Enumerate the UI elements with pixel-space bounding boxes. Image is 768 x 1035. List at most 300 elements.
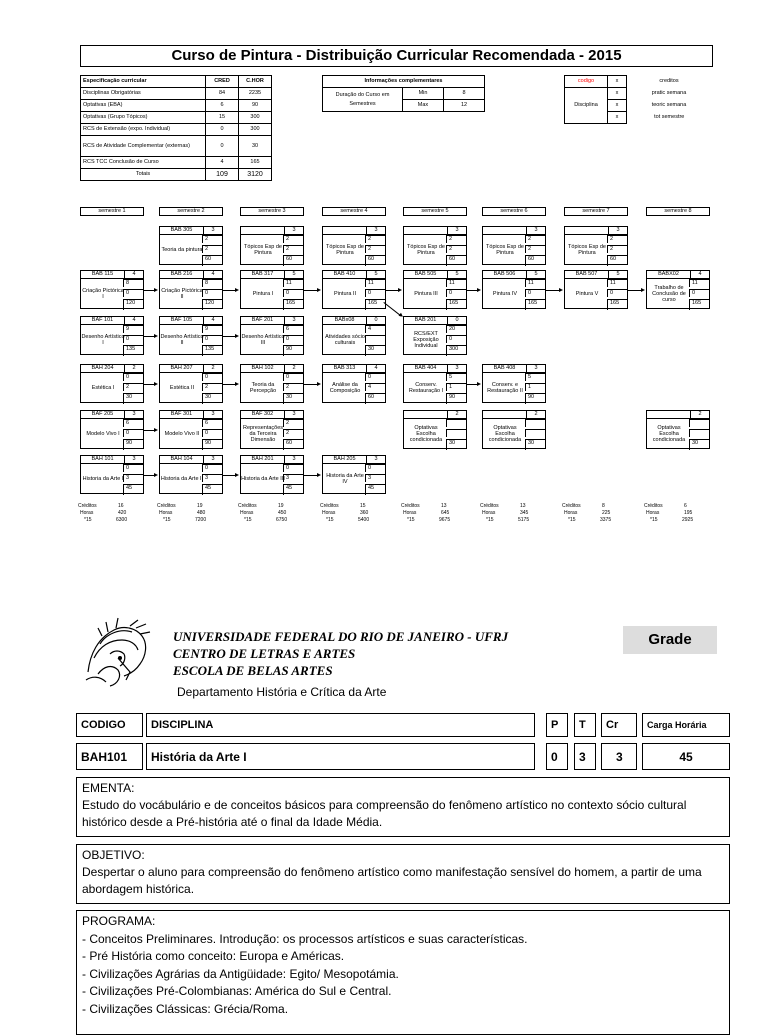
course-name: Estética II bbox=[169, 384, 195, 391]
course-pratic: 2 bbox=[365, 235, 385, 243]
course-hours: 60 bbox=[365, 255, 385, 266]
course-name: Tópicos Esp de Pintura bbox=[326, 243, 364, 256]
course-teoric: 0 bbox=[365, 289, 385, 297]
semester-totals bbox=[401, 503, 471, 527]
course-name: Análise da Composição bbox=[329, 381, 361, 394]
semester-header: semestre 2 bbox=[159, 207, 223, 216]
course-teoric: 0 bbox=[123, 335, 143, 343]
course-name: Modelo Vivo I bbox=[86, 430, 120, 437]
totals-label: Horas bbox=[482, 510, 496, 516]
course-box[interactable] bbox=[403, 364, 467, 403]
course-credits: 4 bbox=[365, 365, 385, 373]
course-credits: 2 bbox=[446, 411, 466, 419]
course-teoric bbox=[689, 429, 709, 437]
course-teoric: 0 bbox=[123, 429, 143, 437]
course-box[interactable] bbox=[646, 270, 710, 309]
course-code: BAB 506 bbox=[483, 271, 527, 279]
ementa-section bbox=[76, 777, 730, 837]
totals-x15: 9675 bbox=[439, 517, 451, 523]
course-name: Pintura I bbox=[252, 290, 274, 297]
course-teoric bbox=[525, 429, 545, 437]
course-code bbox=[565, 227, 609, 235]
course-credits: 4 bbox=[689, 271, 709, 279]
semester-totals bbox=[320, 503, 390, 527]
course-hours: 60 bbox=[525, 255, 545, 266]
course-name: Pintura III bbox=[414, 290, 438, 297]
totals-label: Horas bbox=[646, 510, 660, 516]
institution-block bbox=[173, 628, 508, 679]
legend-x: x bbox=[608, 100, 627, 112]
course-box[interactable] bbox=[159, 364, 223, 403]
course-teoric: 1 bbox=[446, 383, 466, 391]
course-name: Pintura V bbox=[575, 290, 599, 297]
col-codigo: CODIGO bbox=[76, 713, 143, 737]
course-code: BABx08 bbox=[323, 317, 367, 325]
course-pratic: 11 bbox=[525, 279, 545, 287]
course-pratic: 4 bbox=[365, 325, 385, 333]
course-hours: 60 bbox=[607, 255, 627, 266]
course-box[interactable] bbox=[159, 316, 223, 355]
course-code: BAB 408 bbox=[483, 365, 527, 373]
course-pratic bbox=[689, 419, 709, 427]
course-hours: 30 bbox=[283, 393, 303, 404]
course-box[interactable] bbox=[646, 410, 710, 449]
course-pratic: 2 bbox=[283, 419, 303, 427]
course-teoric: 1 bbox=[525, 383, 545, 391]
course-credits: 3 bbox=[365, 456, 385, 464]
course-name: Historia da Arte III bbox=[241, 475, 285, 482]
course-teoric: 2 bbox=[446, 245, 466, 253]
spec-cell: 165 bbox=[239, 157, 272, 169]
programa-item: - Civilizações Clássicas: Grécia/Roma. bbox=[82, 1001, 289, 1016]
course-hours: 60 bbox=[283, 439, 303, 450]
course-t: 3 bbox=[574, 743, 596, 770]
course-pratic: 2 bbox=[446, 235, 466, 243]
col-carga: Carga Horária bbox=[642, 713, 730, 737]
prerequisite-arrow bbox=[386, 290, 400, 291]
course-pratic: 11 bbox=[689, 279, 709, 287]
course-code bbox=[404, 411, 448, 419]
totals-label: *15 bbox=[326, 517, 334, 523]
semester-header: semestre 4 bbox=[322, 207, 386, 216]
totals-label: Horas bbox=[240, 510, 254, 516]
course-name: Tópicos Esp de Pintura bbox=[486, 243, 524, 256]
course-code bbox=[647, 411, 691, 419]
spec-cell: 0 bbox=[206, 136, 239, 157]
course-code: BAB 404 bbox=[404, 365, 448, 373]
objetivo-text: Despertar o aluno para compreensão do fenômeno artístico como manifestação sensível do homem, a partir de uma abordagem histórica. bbox=[82, 865, 702, 896]
course-box[interactable] bbox=[482, 226, 546, 265]
course-credits: 3 bbox=[525, 365, 545, 373]
prerequisite-arrow bbox=[144, 290, 156, 291]
course-code bbox=[323, 227, 367, 235]
objetivo-section bbox=[76, 844, 730, 904]
course-credits: 3 bbox=[202, 227, 222, 235]
course-credits: 2 bbox=[202, 365, 222, 373]
totals-label: Créditos bbox=[480, 503, 499, 509]
totals-hours: 645 bbox=[441, 510, 450, 516]
spec-header: Especificação curricular bbox=[81, 76, 206, 88]
course-credits: 4 bbox=[123, 317, 143, 325]
programa-item: - Pré História como conceito: Europa e Américas. bbox=[82, 949, 345, 963]
course-teoric: 2 bbox=[283, 245, 303, 253]
totals-hours: 225 bbox=[602, 510, 611, 516]
document-title: Curso de Pintura - Distribuição Curricular Recomendada - 2015 bbox=[80, 45, 713, 67]
totals-label: *15 bbox=[568, 517, 576, 523]
course-name: Historia da Arte IV bbox=[326, 472, 364, 485]
info-min-value: 8 bbox=[444, 88, 485, 100]
course-box[interactable] bbox=[322, 270, 386, 309]
totals-hours: 345 bbox=[520, 510, 529, 516]
course-teoric: 0 bbox=[283, 289, 303, 297]
spec-cell: 84 bbox=[206, 88, 239, 100]
course-box[interactable] bbox=[80, 316, 144, 355]
totals-credits: 13 bbox=[441, 503, 447, 509]
course-name: Tópicos Esp de Pintura bbox=[568, 243, 606, 256]
course-hours: 165 bbox=[525, 299, 545, 310]
legend-code: codigo bbox=[565, 76, 608, 88]
course-name: Desenho Artístico II bbox=[160, 333, 204, 346]
course-box[interactable] bbox=[322, 316, 386, 355]
course-code bbox=[483, 411, 527, 419]
course-box[interactable] bbox=[159, 270, 223, 309]
totals-hours: 195 bbox=[684, 510, 693, 516]
course-box[interactable] bbox=[403, 270, 467, 309]
course-name: Conserv. Restauração I bbox=[408, 381, 444, 394]
ementa-text: Estudo do vocábulário e de conceitos básicos para compreensão do fenômeno artístico no contexto sócio cultural histórico desde a Pré-história até o final da Idade Média. bbox=[82, 798, 687, 829]
course-code: BAB 317 bbox=[241, 271, 285, 279]
totals-x15: 5400 bbox=[358, 517, 370, 523]
course-hours: 135 bbox=[123, 345, 143, 356]
course-teoric: 2 bbox=[202, 245, 222, 253]
course-credits: 3 bbox=[123, 411, 143, 419]
course-code: BABX02 bbox=[647, 271, 691, 279]
totals-x15: 5175 bbox=[518, 517, 530, 523]
totals-hours: 360 bbox=[360, 510, 369, 516]
institution-line: ESCOLA DE BELAS ARTES bbox=[173, 663, 333, 678]
course-pratic: 0 bbox=[283, 464, 303, 472]
course-hours: 30 bbox=[446, 439, 466, 450]
totals-label: *15 bbox=[244, 517, 252, 523]
course-teoric: 4 bbox=[365, 383, 385, 391]
course-code: BAB 313 bbox=[323, 365, 367, 373]
col-disciplina: DISCIPLINA bbox=[146, 713, 535, 737]
course-hours: 30 bbox=[202, 393, 222, 404]
course-teoric: 2 bbox=[525, 245, 545, 253]
course-pratic: 11 bbox=[283, 279, 303, 287]
course-teoric: 0 bbox=[202, 335, 222, 343]
course-name: Tópicos Esp de Pintura bbox=[244, 243, 282, 256]
course-hours: 30 bbox=[123, 393, 143, 404]
course-name: Historia da Arte II bbox=[160, 475, 204, 482]
spec-cell: 6 bbox=[206, 100, 239, 112]
course-code: BAB 115 bbox=[81, 271, 125, 279]
course-code: BAB 507 bbox=[565, 271, 609, 279]
prerequisite-arrow bbox=[144, 430, 156, 431]
course-box[interactable] bbox=[240, 316, 304, 355]
course-code: BAH101 bbox=[76, 743, 143, 770]
col-cr: Cr bbox=[601, 713, 637, 737]
spec-cell: 300 bbox=[239, 124, 272, 136]
course-credits: 5 bbox=[525, 271, 545, 279]
semester-totals bbox=[562, 503, 632, 527]
totals-credits: 6 bbox=[684, 503, 687, 509]
course-hours: 90 bbox=[446, 393, 466, 404]
totals-label: Créditos bbox=[401, 503, 420, 509]
course-pratic: 20 bbox=[446, 325, 466, 333]
course-teoric: 0 bbox=[525, 289, 545, 297]
course-teoric: 3 bbox=[365, 474, 385, 482]
course-hours: 165 bbox=[607, 299, 627, 310]
course-box[interactable] bbox=[482, 410, 546, 449]
course-pratic: 0 bbox=[123, 464, 143, 472]
prerequisite-arrow bbox=[304, 290, 319, 291]
course-pratic: 9 bbox=[123, 325, 143, 333]
course-pratic: 5 bbox=[525, 373, 545, 381]
course-box[interactable] bbox=[80, 455, 144, 494]
info-label: Duração do Curso em Semestres bbox=[323, 88, 403, 112]
totals-label: Créditos bbox=[238, 503, 257, 509]
course-carga: 45 bbox=[642, 743, 730, 770]
prerequisite-arrow bbox=[304, 475, 319, 476]
course-credits: 2 bbox=[689, 411, 709, 419]
programa-item: - Civilizações Pré-Colombianas: América do Sul e Central. bbox=[82, 984, 392, 998]
totals-hours: 480 bbox=[197, 510, 206, 516]
course-name: Tópicos Esp de Pintura bbox=[407, 243, 445, 256]
course-code: BAH 204 bbox=[81, 365, 125, 373]
course-teoric: 2 bbox=[283, 429, 303, 437]
course-box[interactable] bbox=[403, 410, 467, 449]
course-box[interactable] bbox=[159, 410, 223, 449]
course-name: Optativas Escolha condicionada bbox=[488, 424, 522, 443]
course-credits: 3 bbox=[283, 411, 303, 419]
totals-credits: 8 bbox=[602, 503, 605, 509]
course-credits: 3 bbox=[446, 365, 466, 373]
course-code: BAB 201 bbox=[404, 317, 448, 325]
course-name: Teoria da Percepção bbox=[249, 381, 277, 394]
programa-item: - Civilizações Agrárias da Antigüidade: Egito/ Mesopotámia. bbox=[82, 966, 399, 981]
course-box[interactable] bbox=[80, 410, 144, 449]
course-teoric bbox=[365, 335, 385, 343]
course-credits: 3 bbox=[283, 456, 303, 464]
course-credits: 5 bbox=[446, 271, 466, 279]
course-box[interactable] bbox=[403, 226, 467, 265]
course-box[interactable] bbox=[159, 226, 223, 265]
course-teoric: 2 bbox=[202, 383, 222, 391]
course-code: BAH 104 bbox=[160, 456, 204, 464]
course-name: Desenho Artístico III bbox=[241, 333, 285, 346]
totals-hours: 450 bbox=[278, 510, 287, 516]
course-name: Trabalho de Conclusão de curso bbox=[652, 284, 686, 303]
spec-cell: 90 bbox=[239, 100, 272, 112]
spec-total-cred: 109 bbox=[206, 169, 239, 181]
totals-label: *15 bbox=[84, 517, 92, 523]
course-code: BAB 216 bbox=[160, 271, 204, 279]
course-pratic: 8 bbox=[202, 279, 222, 287]
course-name: Pintura II bbox=[333, 290, 356, 297]
prerequisite-arrow bbox=[467, 384, 479, 385]
totals-label: Horas bbox=[564, 510, 578, 516]
course-code: BAB 410 bbox=[323, 271, 367, 279]
course-teoric: 3 bbox=[123, 474, 143, 482]
spec-cell: RCS de Extensão (expo. Individual) bbox=[81, 124, 206, 136]
course-pratic: 11 bbox=[607, 279, 627, 287]
course-pratic: 0 bbox=[123, 373, 143, 381]
course-pratic bbox=[446, 419, 466, 427]
course-box[interactable] bbox=[80, 270, 144, 309]
prerequisite-arrow bbox=[628, 290, 643, 291]
course-code bbox=[404, 227, 448, 235]
spec-cell: 300 bbox=[239, 112, 272, 124]
course-p: 0 bbox=[546, 743, 568, 770]
semester-header: semestre 1 bbox=[80, 207, 144, 216]
objetivo-label: OBJETIVO: bbox=[82, 848, 145, 862]
col-t: T bbox=[574, 713, 596, 737]
semester-header: semestre 8 bbox=[646, 207, 710, 216]
course-box[interactable] bbox=[482, 364, 546, 403]
totals-x15: 7200 bbox=[195, 517, 207, 523]
spec-header: C.HOR bbox=[239, 76, 272, 88]
course-box[interactable] bbox=[240, 364, 304, 403]
course-box[interactable] bbox=[322, 364, 386, 403]
totals-label: Créditos bbox=[320, 503, 339, 509]
course-name: Conserv. e Restauração II bbox=[487, 381, 523, 394]
course-box[interactable] bbox=[564, 270, 628, 309]
course-hours: 60 bbox=[446, 255, 466, 266]
info-min-label: Min bbox=[403, 88, 444, 100]
totals-credits: 19 bbox=[278, 503, 284, 509]
course-hours: 120 bbox=[202, 299, 222, 310]
course-code: BAH 102 bbox=[241, 365, 285, 373]
minerva-logo bbox=[80, 614, 156, 690]
semester-header: semestre 3 bbox=[240, 207, 304, 216]
course-credits: 3 bbox=[525, 227, 545, 235]
totals-label: *15 bbox=[163, 517, 171, 523]
totals-label: Horas bbox=[322, 510, 336, 516]
course-teoric bbox=[446, 429, 466, 437]
totals-credits: 15 bbox=[360, 503, 366, 509]
course-pratic: 0 bbox=[365, 464, 385, 472]
course-name: Representações da Terceira Dimensão bbox=[242, 424, 284, 443]
col-p: P bbox=[546, 713, 568, 737]
totals-label: *15 bbox=[486, 517, 494, 523]
course-credits: 3 bbox=[202, 456, 222, 464]
course-pratic: 0 bbox=[202, 464, 222, 472]
course-hours: 300 bbox=[446, 345, 466, 356]
course-credits: 3 bbox=[365, 227, 385, 235]
course-box[interactable] bbox=[240, 270, 304, 309]
course-code: BAH 207 bbox=[160, 365, 204, 373]
programa-label: PROGRAMA: bbox=[82, 914, 156, 928]
course-hours: 120 bbox=[123, 299, 143, 310]
course-hours: 45 bbox=[202, 484, 222, 495]
course-box[interactable] bbox=[403, 316, 467, 355]
course-hours: 30 bbox=[689, 439, 709, 450]
course-box[interactable] bbox=[240, 226, 304, 265]
course-credits: 3 bbox=[202, 411, 222, 419]
legend-item: creditos bbox=[659, 78, 679, 84]
course-box[interactable] bbox=[322, 455, 386, 494]
prerequisite-arrow bbox=[144, 384, 156, 385]
spec-cell: 0 bbox=[206, 124, 239, 136]
course-code: BAF 105 bbox=[160, 317, 204, 325]
course-teoric: 0 bbox=[689, 289, 709, 297]
totals-x15: 2925 bbox=[682, 517, 694, 523]
course-code: BAF 201 bbox=[241, 317, 285, 325]
course-box[interactable] bbox=[240, 410, 304, 449]
course-hours: 165 bbox=[283, 299, 303, 310]
course-code: BAF 205 bbox=[81, 411, 125, 419]
course-credits: 3 bbox=[283, 227, 303, 235]
totals-credits: 16 bbox=[118, 503, 124, 509]
course-code bbox=[483, 227, 527, 235]
course-hours: 45 bbox=[365, 484, 385, 495]
semester-totals bbox=[644, 503, 714, 527]
course-credits: 5 bbox=[365, 271, 385, 279]
course-pratic: 9 bbox=[202, 325, 222, 333]
course-name: Teoria da pintura bbox=[161, 246, 203, 253]
course-credits: 3 bbox=[283, 317, 303, 325]
course-pratic bbox=[525, 419, 545, 427]
prerequisite-arrow bbox=[304, 384, 319, 385]
course-credits: 2 bbox=[525, 411, 545, 419]
course-pratic: 2 bbox=[607, 235, 627, 243]
course-name: História da Arte I bbox=[146, 743, 535, 770]
course-box[interactable] bbox=[240, 455, 304, 494]
course-pratic: 11 bbox=[446, 279, 466, 287]
course-box[interactable] bbox=[159, 455, 223, 494]
course-box[interactable] bbox=[482, 270, 546, 309]
spec-cell: 15 bbox=[206, 112, 239, 124]
course-code: BAH 205 bbox=[323, 456, 367, 464]
course-teoric: 0 bbox=[446, 335, 466, 343]
info-max-label: Max bbox=[403, 100, 444, 112]
totals-label: Horas bbox=[403, 510, 417, 516]
spec-cell: Optativas (EBA) bbox=[81, 100, 206, 112]
course-credits: 2 bbox=[283, 365, 303, 373]
course-name: Modelo Vivo II bbox=[164, 430, 200, 437]
legend-item: teoric semana bbox=[651, 102, 687, 108]
totals-label: Créditos bbox=[78, 503, 97, 509]
course-hours: 30 bbox=[365, 345, 385, 356]
spec-cell: 30 bbox=[239, 136, 272, 157]
course-teoric: 0 bbox=[446, 289, 466, 297]
course-pratic: 8 bbox=[123, 279, 143, 287]
course-box[interactable] bbox=[322, 226, 386, 265]
course-teoric: 0 bbox=[202, 429, 222, 437]
course-code: BAH 201 bbox=[241, 456, 285, 464]
course-teoric: 2 bbox=[123, 383, 143, 391]
course-code: BAB 305 bbox=[160, 227, 204, 235]
course-code: BAH 101 bbox=[81, 456, 125, 464]
course-hours: 165 bbox=[689, 299, 709, 310]
totals-label: Créditos bbox=[157, 503, 176, 509]
course-box[interactable] bbox=[564, 226, 628, 265]
prerequisite-arrow bbox=[383, 302, 401, 316]
prerequisite-arrow bbox=[144, 336, 156, 337]
course-teoric: 0 bbox=[123, 289, 143, 297]
course-box[interactable] bbox=[80, 364, 144, 403]
course-pratic: 2 bbox=[525, 235, 545, 243]
totals-credits: 13 bbox=[520, 503, 526, 509]
course-hours: 45 bbox=[123, 484, 143, 495]
semester-totals bbox=[480, 503, 550, 527]
course-credits: 4 bbox=[202, 271, 222, 279]
course-hours: 165 bbox=[365, 299, 385, 310]
grade-label: Grade bbox=[623, 626, 717, 654]
totals-x15: 3375 bbox=[600, 517, 612, 523]
institution-line: UNIVERSIDADE FEDERAL DO RIO DE JANEIRO - UFRJ bbox=[173, 629, 509, 644]
